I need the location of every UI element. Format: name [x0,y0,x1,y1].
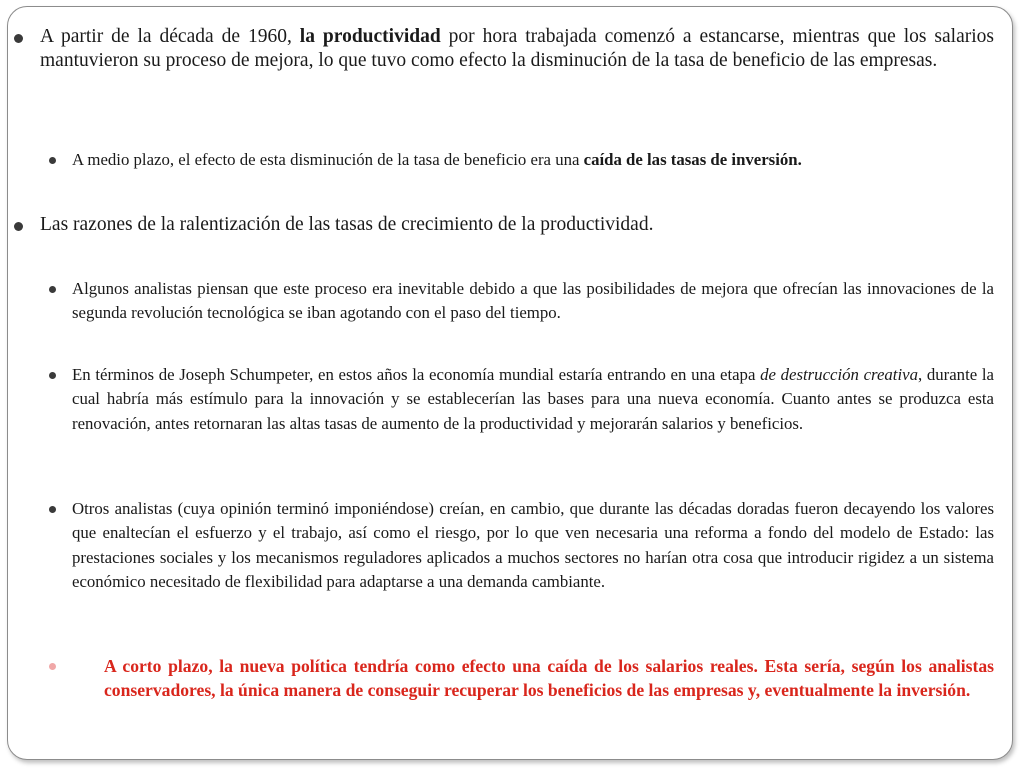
bullet-dot-icon [49,506,56,513]
bullet-text: A partir de la década de 1960, [40,26,300,47]
bullet-text: por hora trabajada comenzó a estancarse, mientras que los salarios mantuvieron su proceso de mejora, lo que tuvo como efecto la disminución de la tasa de beneficio de las empresas. [40,26,994,71]
bullet-dot-icon [49,286,56,293]
bullet-italic-text: de destrucción creativa [760,365,918,384]
bullet-bold-text: la productividad [299,26,441,47]
bullet-dot-icon [49,372,56,379]
bullet-otros-analistas [72,497,994,594]
bullet-text: A medio plazo, el efecto de esta disminución de la tasa de beneficio era una [72,150,584,169]
bullet-red-text: A corto plazo, la nueva política tendría como efecto una caída de los salarios reales. Esta sería, según los analistas conservadores, la única manera de conseguir recuperar los beneficios de las empresas y, eventualmente la inversión. [104,656,994,701]
bullet-corto-plazo [104,654,994,703]
bullet-productividad [40,25,994,72]
bullet-dot-icon [14,222,23,231]
bullet-dot-icon [14,34,23,43]
bullet-text: , durante la cual habría más estímulo para la innovación y se establecerían las bases para una nueva economía. Cuanto antes se produzca esta renovación, antes retornaran las altas tasas de aumento de la productividad y mejorarán salarios y beneficios. [72,365,994,433]
bullet-text: En términos de Joseph Schumpeter, en estos años la economía mundial estaría entrando en una etapa [72,365,761,384]
bullet-text: Las razones de la ralentización de las tasas de crecimiento de la productividad. [40,214,654,235]
bullet-text: Algunos analistas piensan que este proceso era inevitable debido a que las posibilidades de mejora que ofrecían las innovaciones de la segunda revolución tecnológica se iban agotando con el paso del tiempo. [72,279,994,323]
bullet-razones [40,213,994,237]
bullet-analistas-inevitable [72,277,994,326]
bullet-dot-icon [49,663,56,670]
bullet-text: Otros analistas (cuya opinión terminó imponiéndose) creían, en cambio, que durante las décadas doradas fueron decayendo los valores que enaltecían el esfuerzo y el trabajo, así como el riesgo, por lo que ven necesaria una reforma a fondo del modelo de Estado: las prestaciones sociales y los mecanismos reguladores aplicados a muchos sectores no harían otra cosa que introducir rigidez a un sistema económico necesitado de flexibilidad para adaptarse a una demanda cambiante. [72,499,994,591]
bullet-medio-plazo [72,148,994,172]
bullet-schumpeter [72,363,994,436]
bullet-dot-icon [49,157,56,164]
bullet-bold-text: caída de las tasas de inversión. [583,150,802,169]
